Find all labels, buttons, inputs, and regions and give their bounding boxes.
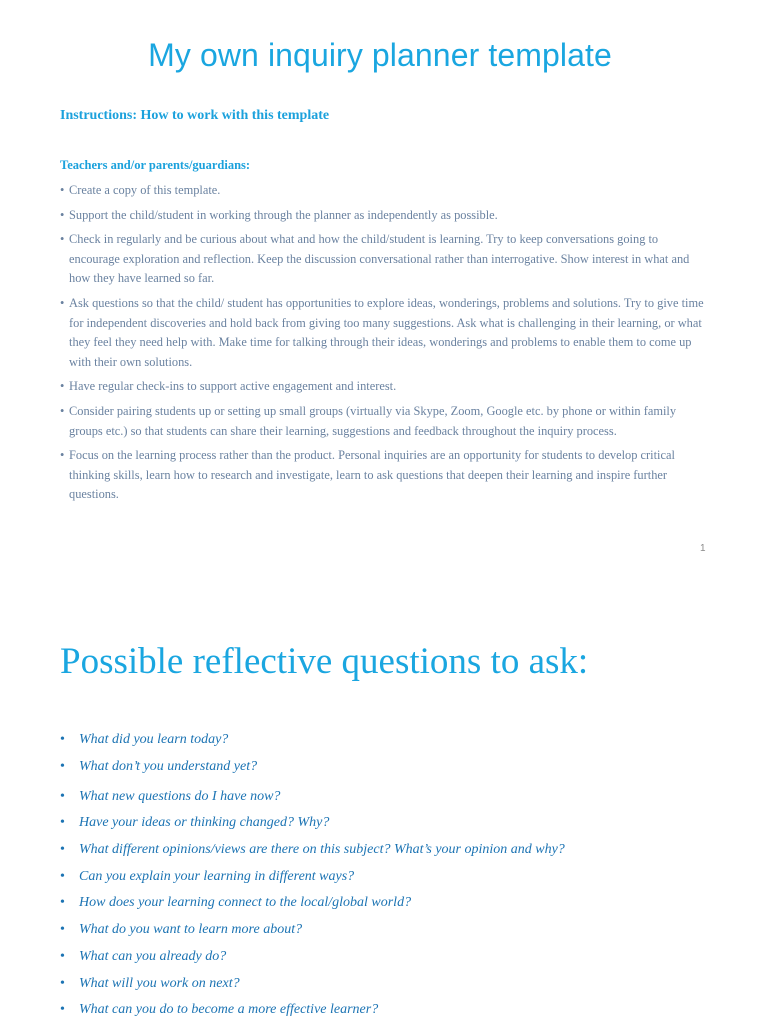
question-text: What do you want to learn more about? [79, 922, 303, 938]
question-text: What don’t you understand yet? [79, 758, 258, 774]
question-item [60, 920, 720, 947]
instructions-heading: Instructions: How to work with this template [60, 108, 330, 123]
questions-list [60, 730, 720, 1027]
question-text: What new questions do I have now? [79, 788, 281, 804]
bullet-icon: • [60, 788, 65, 804]
bullet-icon: • [60, 815, 65, 831]
bullet-icon: • [60, 207, 65, 222]
question-text: Have your ideas or thinking changed? Why? [79, 815, 330, 831]
bullet-icon: • [60, 868, 65, 884]
instruction-item [60, 181, 710, 201]
bullet-icon: • [60, 403, 65, 418]
instruction-item [60, 206, 710, 226]
question-item [60, 1000, 720, 1027]
bullet-icon: • [60, 183, 65, 197]
question-item [60, 813, 720, 840]
question-item [60, 730, 720, 757]
document-title: My own inquiry planner template [148, 37, 612, 73]
bullet-icon: • [60, 732, 65, 747]
instruction-text: Ask questions so that the child/ student has opportunities to explore ideas, wonderings, problems and solutions. Try to give time for independent discoveries and hold back from giving too many suggestions. Ask what is challenging in their learning, or what they feel they need help with. Make time for talking through their ideas, wonderings and problems to enable them to come up with their own solutions. [69, 295, 704, 369]
question-item [60, 947, 720, 974]
audience-heading: Teachers and/or parents/guardians: [60, 158, 251, 172]
instruction-text: Consider pairing students up or setting up small groups (virtually via Skype, Zoom, Google etc. by phone or within family groups etc.) so that students can share their learning, suggestions and feedback throughout the inquiry process. [69, 403, 677, 438]
instruction-text: Have regular check-ins to support active engagement and interest. [69, 379, 397, 394]
question-text: What did you learn today? [79, 732, 229, 747]
question-text: What will you work on next? [79, 975, 240, 991]
instructions-list [60, 181, 710, 510]
question-text: What different opinions/views are there on this subject? What’s your opinion and why? [79, 842, 565, 858]
bullet-icon: • [60, 922, 65, 938]
question-item [60, 867, 720, 894]
instruction-text: Create a copy of this template. [69, 183, 221, 197]
question-text: Can you explain your learning in different ways? [79, 868, 355, 884]
instruction-text: Focus on the learning process rather than the product. Personal inquiries are an opportunity for students to develop critical thinking skills, learn how to research and investigate, learn to ask questions that deepen their learning and inspire further questions. [69, 448, 675, 502]
question-item [60, 757, 720, 787]
document-page-2 [0, 580, 768, 1024]
bullet-icon: • [60, 379, 65, 394]
bullet-icon: • [60, 758, 65, 774]
question-text: What can you already do? [79, 948, 227, 964]
bullet-icon: • [60, 1002, 65, 1018]
question-text: How does your learning connect to the local/global world? [79, 895, 412, 911]
bullet-icon: • [60, 948, 65, 964]
bullet-icon: • [60, 975, 65, 991]
question-text: What can you do to become a more effective learner? [79, 1002, 379, 1018]
instruction-item [60, 377, 710, 397]
instruction-item [60, 230, 710, 289]
question-item [60, 787, 720, 814]
bullet-icon: • [60, 448, 65, 463]
bullet-icon: • [60, 895, 65, 911]
bullet-icon: • [60, 295, 65, 310]
instruction-item [60, 402, 710, 441]
instruction-text: Support the child/student in working through the planner as independently as possible. [69, 207, 498, 222]
instruction-text: Check in regularly and be curious about what and how the child/student is learning. Try to keep conversations going to encourage exploration and reflection. Keep the discussion conversational rather than interrogative. Show interest in what and how they have learned so far. [69, 232, 690, 286]
question-item [60, 893, 720, 920]
bullet-icon: • [60, 842, 65, 858]
question-item [60, 974, 720, 1001]
bullet-icon: • [60, 232, 65, 247]
section-title: Possible reflective questions to ask: [60, 641, 589, 682]
instruction-item [60, 446, 710, 505]
page-number: 1 [700, 543, 706, 554]
question-item [60, 840, 720, 867]
instruction-item [60, 294, 710, 372]
